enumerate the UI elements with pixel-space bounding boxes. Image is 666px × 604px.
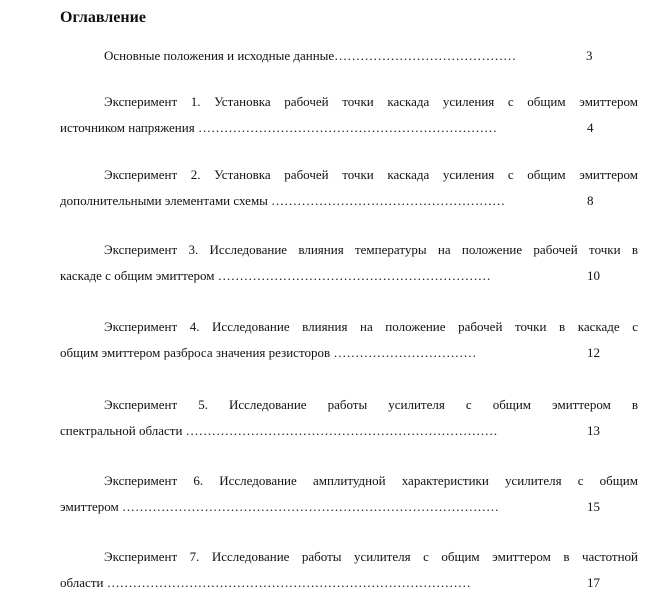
toc-entry bbox=[60, 162, 638, 214]
toc-entry-text: Основные положения и исходные данные bbox=[104, 48, 335, 63]
toc-entry-line bbox=[60, 340, 638, 366]
toc-page-number: 13 bbox=[587, 423, 600, 438]
toc-leader-dots: ……………………………………………………………… bbox=[185, 423, 498, 438]
toc-entry bbox=[60, 43, 638, 69]
toc-page-number: 10 bbox=[587, 268, 600, 283]
toc-entry-line bbox=[60, 188, 638, 214]
toc-entry-text: Эксперимент 3. Исследование влияния температуры на положение рабочей точки в bbox=[104, 242, 638, 257]
toc-entry-line bbox=[60, 263, 638, 289]
toc-entry bbox=[60, 237, 638, 289]
toc-entry-line bbox=[60, 494, 638, 520]
toc-entry-continuation: дополнительными элементами схемы bbox=[60, 193, 268, 208]
toc-page-number: 15 bbox=[587, 499, 600, 514]
toc-entry-continuation: области bbox=[60, 575, 104, 590]
toc-entry bbox=[60, 468, 638, 520]
toc-entry bbox=[60, 314, 638, 366]
toc-entry-text: Эксперимент 1. Установка рабочей точки каскада усиления с общим эмиттером bbox=[104, 94, 638, 109]
toc-entry bbox=[60, 89, 638, 141]
toc-entry-text: Эксперимент 5. Исследование работы усилителя с общим эмиттером в bbox=[104, 397, 638, 412]
toc-page-number: 17 bbox=[587, 575, 600, 590]
toc-leader-dots: …………………………………………………………………………… bbox=[122, 499, 500, 514]
toc-leader-dots: ……………………………………………………… bbox=[217, 268, 491, 283]
toc-entry-line bbox=[60, 115, 638, 141]
toc-page-number: 8 bbox=[587, 193, 594, 208]
toc-entry-continuation: источником напряжения bbox=[60, 120, 195, 135]
toc-entry-continuation: эмиттером bbox=[60, 499, 119, 514]
toc-page-number: 12 bbox=[587, 345, 600, 360]
toc-entry-text: Эксперимент 4. Исследование влияния на положение рабочей точки в каскаде с bbox=[104, 319, 638, 334]
toc-entry-text: Эксперимент 2. Установка рабочей точки каскада усиления с общим эмиттером bbox=[104, 167, 638, 182]
toc-title: Оглавление bbox=[60, 9, 146, 26]
toc-entry-line bbox=[60, 418, 638, 444]
toc-leader-dots: ………………………………………………………………………… bbox=[106, 575, 471, 590]
toc-entry bbox=[60, 544, 638, 596]
toc-entry-continuation: каскаде с общим эмиттером bbox=[60, 268, 215, 283]
toc-entry-line bbox=[60, 43, 638, 69]
toc-leader-dots: …………………………………………………………… bbox=[197, 120, 497, 135]
toc-entry-continuation: спектральной области bbox=[60, 423, 183, 438]
toc-entry bbox=[60, 392, 638, 444]
toc-entry-text: Эксперимент 7. Исследование работы усилителя с общим эмиттером в частотной bbox=[104, 549, 638, 564]
toc-page-number: 3 bbox=[586, 48, 593, 63]
toc-leader-dots: …………………………… bbox=[333, 345, 477, 360]
toc-page-number: 4 bbox=[587, 120, 594, 135]
toc-leader-dots: …………………………………… bbox=[334, 48, 517, 63]
toc-leader-dots: ……………………………………………… bbox=[271, 193, 506, 208]
toc-entry-line bbox=[60, 570, 638, 596]
toc-entry-text: Эксперимент 6. Исследование амплитудной характеристики усилителя с общим bbox=[104, 473, 638, 488]
toc-entry-continuation: общим эмиттером разброса значения резисторов bbox=[60, 345, 331, 360]
